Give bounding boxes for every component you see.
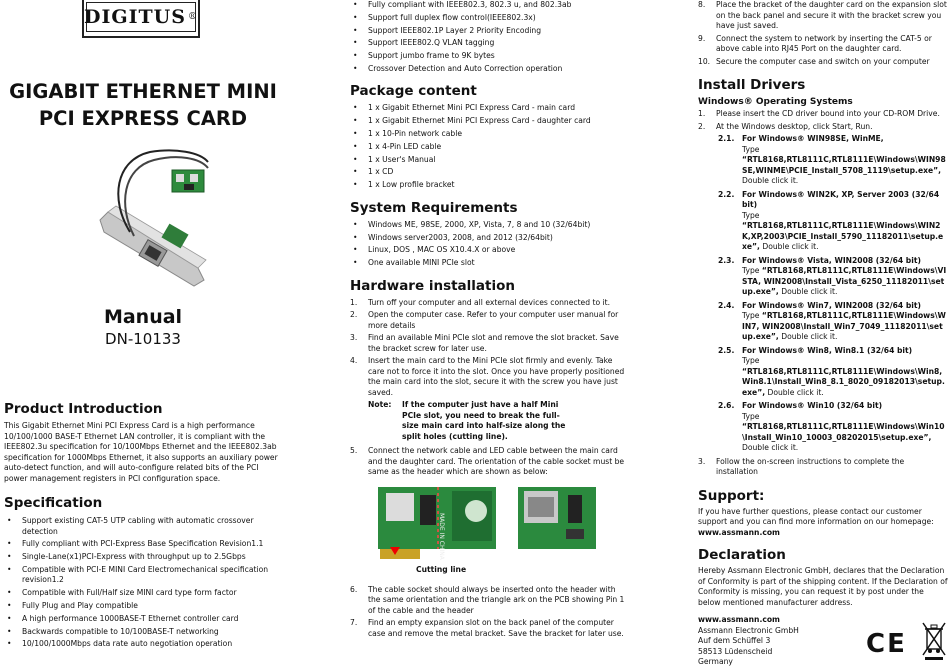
- list-item: • Support existing CAT-5 UTP cabling with automatic crossover detection: [4, 516, 284, 537]
- list-item: • Compatible with Full/Half size MINI card type form factor: [4, 588, 284, 599]
- list-item: • 1 x Gigabit Ethernet Mini PCI Express Card - daughter card: [350, 116, 630, 127]
- list-item: • Fully compliant with IEEE802.3, 802.3 u, and 802.3ab: [350, 0, 630, 11]
- product-image: [90, 140, 220, 290]
- list-item: • Windows ME, 98SE, 2000, XP, Vista, 7, 8 and 10 (32/64bit): [350, 220, 630, 231]
- product-intro-text: This Gigabit Ethernet Mini PCI Express Card is a high performance 10/100/1000 BASE-T Ethernet LAN controller, it is compliant with the IEEE802.3u specification for 10/100Mbps Ethernet and the IEEE802.3ab specification for 1000Mbps Ethernet, it also supports an auxiliary power auto-detect function, and will auto-configure related bits of the PCI power management registers in PCI configuration space.: [4, 421, 278, 483]
- driver-substep: 2.1. For Windows® WIN98SE, WinME, Type “RTL8168,RTL8111C,RTL8111E\Windows\WIN98SE,WINME\PCIE_Install_5708_1119\setup.exe”, Double click it.: [718, 134, 946, 185]
- column-right: [694, 0, 950, 666]
- address-street: Auf dem Schüffel 3: [698, 636, 771, 645]
- cutting-arrow-icon: [390, 547, 400, 555]
- hardware-steps-final: [698, 0, 948, 67]
- list-item: • Support full duplex flow control(IEEE802.3x): [350, 13, 630, 24]
- address-company: Assmann Electronic GmbH: [698, 625, 799, 635]
- list-item: • Crossover Detection and Auto Correction operation: [350, 64, 630, 75]
- list-item: • Support IEEE802.1P Layer 2 Priority Encoding: [350, 26, 630, 37]
- list-item: • Fully Plug and Play compatible: [4, 601, 284, 612]
- driver-substep: 2.4. For Windows® Win7, WIN2008 (32/64 bit) Type “RTL8168,RTL8111C,RTL8111E\Windows\WIN7, WIN2008\Install_Win7_7049_11182011\setup.exe”, Double click it.: [718, 300, 946, 341]
- support-heading: Support:: [698, 487, 765, 504]
- cutting-line-label: Cutting line: [416, 564, 467, 574]
- column-middle: [344, 0, 630, 648]
- hardware-step-5: [350, 446, 630, 478]
- list-item: 5. Connect the network cable and LED cable between the main card and the daughter card. The orientation of the cable socket must be same as the header which are shown as below:: [350, 446, 625, 477]
- list-item: 1. Please insert the CD driver bound into your CD-ROM Drive.: [698, 109, 940, 118]
- list-item: • Support jumbo frame to 9K bytes: [350, 51, 630, 62]
- support-text: If you have further questions, please contact our customer support and you can find more information on our homepage: www.assmann.com: [698, 506, 934, 537]
- driver-substep: 2.2. For Windows® WIN2K, XP, Server 2003 (32/64 bit) Type “RTL8168,RTL8111C,RTL8111E\Windows\WIN2K,XP,2003\PCIE_Install_5790_11182011\setup.exe”, Double click it.: [718, 189, 944, 251]
- declaration-text: Hereby Assmann Electronic GmbH, declares that the Declaration of Conformity is part of the shipping content. If the Declaration of Conformity is missing, you can request it by post under the below mentioned manufacturer address.: [698, 566, 948, 607]
- sysreq-list: [350, 220, 630, 269]
- pcb-text: MADE IN CHINA: [438, 512, 445, 560]
- address-country: Germany: [698, 657, 733, 666]
- model-number: DN-10133: [105, 330, 181, 348]
- title-line-2: PCI EXPRESS CARD: [38, 107, 248, 130]
- list-item: 2. Open the computer case. Refer to your computer user manual for more details: [350, 310, 619, 330]
- driver-steps: [698, 109, 948, 132]
- list-item: • Backwards compatible to 10/100BASE-T networking: [4, 627, 284, 638]
- list-item: • 1 x 4-Pin LED cable: [350, 142, 630, 153]
- list-item: 2. At the Windows desktop, click Start, Run.: [698, 121, 873, 131]
- list-item: • 1 x 10-Pin network cable: [350, 129, 630, 140]
- hardware-steps-continued: [350, 585, 630, 640]
- list-item: • 1 x Low profile bracket: [350, 180, 630, 191]
- list-item: 3. Follow the on-screen instructions to complete the installation: [698, 456, 905, 476]
- list-item: • Compatible with PCI-E MINI Card Electromechanical specification revision1.2: [4, 565, 284, 586]
- column-left: [0, 0, 286, 648]
- manual-label: Manual: [103, 306, 183, 328]
- list-item: • One available MINI PCIe slot: [350, 258, 630, 269]
- product-intro-heading: Product Introduction: [4, 401, 163, 417]
- address-url: www.assmann.com: [698, 615, 780, 624]
- specification-list: [4, 516, 284, 650]
- drivers-heading: Install Drivers: [698, 77, 806, 93]
- hardware-steps: [350, 298, 630, 399]
- list-item: • Support IEEE802.Q VLAN tagging: [350, 38, 630, 49]
- list-item: • 1 x CD: [350, 167, 630, 178]
- sysreq-heading: System Requirements: [350, 199, 518, 216]
- driver-substep: 2.5. For Windows® Win8, Win8.1 (32/64 bit) Type “RTL8168,RTL8111C,RTL8111E\Windows\Win8,Win8.1\Install_Win8_8.1_8020_09182013\setup.exe”, Double click it.: [718, 345, 945, 397]
- support-url-link[interactable]: www.assmann.com: [698, 527, 780, 537]
- os-heading: Windows® Operating Systems: [698, 97, 853, 107]
- list-item: 8. Place the bracket of the daughter card on the expansion slot on the back panel and secure it with the bracket screw you have just saved.: [698, 0, 947, 30]
- note: Note: If the computer just have a half Mini PCIe slot, you need to break the full-size main card into half-size along the split holes (cutting line).: [368, 400, 566, 441]
- list-item: • Fully compliant with PCI-Express Base Specification Revision1.1: [4, 539, 284, 550]
- specification-heading: Specification: [4, 495, 103, 511]
- list-item: • 1 x Gigabit Ethernet Mini PCI Express Card - main card: [350, 103, 630, 114]
- list-item: 6. The cable socket should always be inserted onto the header with the same orientation and the triangle ark on the PCB showing Pin 1 of the cable and the header: [350, 584, 625, 615]
- package-heading: Package content: [350, 83, 477, 100]
- list-item: 7. Find an empty expansion slot on the back panel of the computer case and remove the metal bracket. Save the bracket for later use.: [350, 618, 624, 638]
- list-item: 9. Connect the system to network by inserting the CAT-5 or above cable into RJ45 Port on the daughter card.: [698, 33, 932, 53]
- list-item: • A high performance 1000BASE-T Ethernet controller card: [4, 614, 284, 625]
- specification-list-continued: [350, 0, 630, 74]
- ce-mark-icon: CE: [866, 629, 907, 659]
- list-item: • Windows server2003, 2008, and 2012 (32/64bit): [350, 233, 630, 244]
- list-item: 10. Secure the computer case and switch on your computer: [698, 56, 930, 66]
- hardware-heading: Hardware installation: [350, 277, 515, 294]
- driver-step-3: [698, 457, 948, 478]
- daughter-card-photo: [516, 485, 598, 555]
- list-item: • Linux, DOS , MAC OS X10.4.X or above: [350, 245, 630, 256]
- list-item: 1. Turn off your computer and all external devices connected to it.: [350, 297, 611, 307]
- package-list: [350, 103, 630, 190]
- declaration-heading: Declaration: [698, 547, 786, 563]
- list-item: 3. Find an available Mini PCIe slot and remove the slot bracket. Save the bracket screw for later use.: [350, 333, 619, 353]
- list-item: • Single-Lane(x1)PCI-Express with throughput up to 2.5Gbps: [4, 552, 284, 563]
- digitus-logo: DIGITUS ®: [82, 0, 200, 38]
- driver-substep: 2.6. For Windows® Win10 (32/64 bit) Type “RTL8168,RTL8111C,RTL8111E\Windows\Win10\Install_Win10_10003_08202015\setup.exe”, Double click it.: [718, 401, 945, 452]
- weee-bin-icon: [922, 621, 946, 661]
- address-city: 58513 Lüdenscheid: [698, 646, 773, 656]
- list-item: • 10/100/1000Mbps data rate auto negotiation operation: [4, 639, 284, 650]
- driver-substep: 2.3. For Windows® Vista, WIN2008 (32/64 bit) Type “RTL8168,RTL8111C,RTL8111E\Windows\VISTA, WIN2008\Install_Vista_6250_11182011\setup.exe”, Double click it.: [718, 255, 947, 296]
- title-line-1: GIGABIT ETHERNET MINI: [9, 80, 277, 103]
- list-item: 4. Insert the main card to the Mini PCIe slot firmly and evenly. Take care not to force it into the slot. Once you have properly positioned the main card into the slot, secure it with the screw you have just saved.: [350, 356, 625, 397]
- list-item: • 1 x User's Manual: [350, 155, 630, 166]
